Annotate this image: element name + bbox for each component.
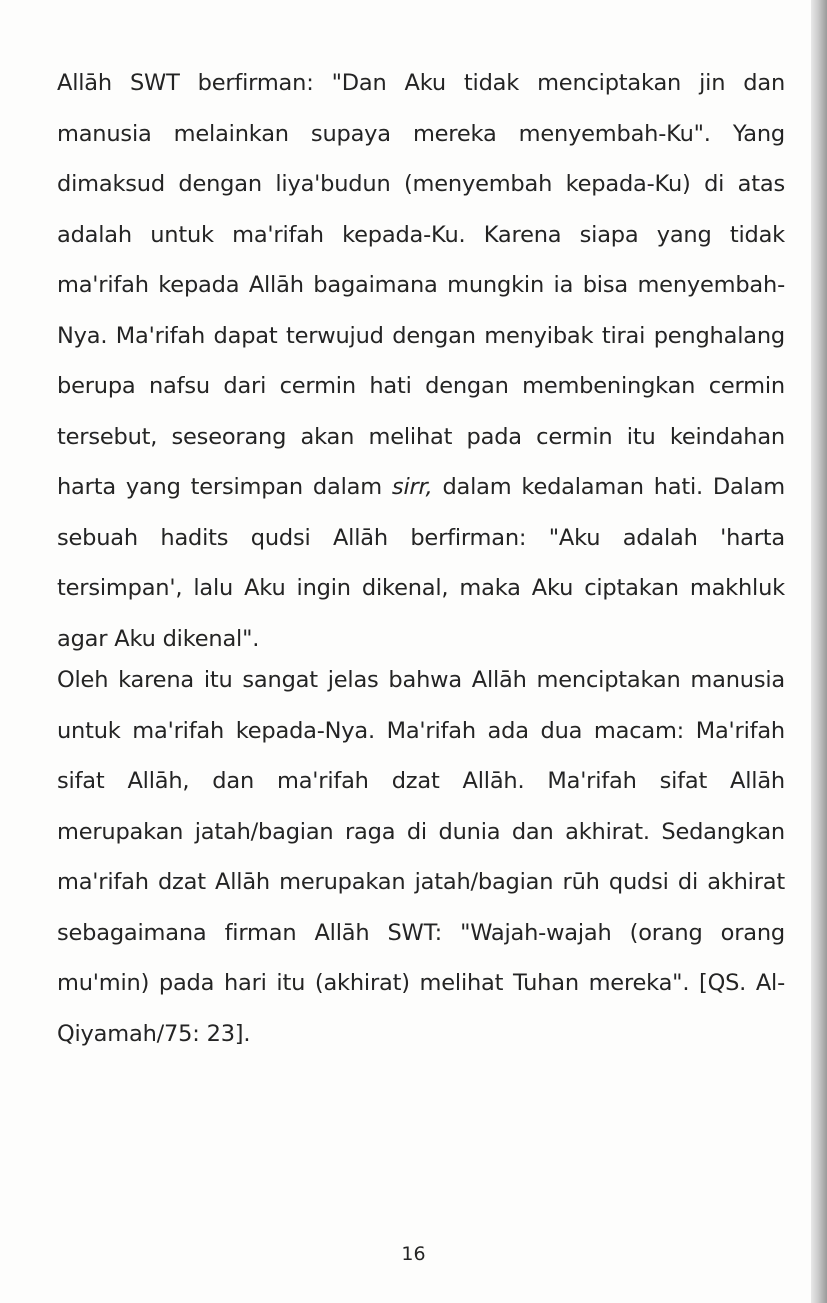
paragraph-2-text: Oleh karena itu sangat jelas bahwa Allāh menciptakan manusia untuk ma'rifah kepada-Nya. Ma'rifah ada dua macam: Ma'rifah sifat Allāh, dan ma'rifah dzat Allāh. Ma'rifah sifat Allāh merupakan jatah/bagian raga di dunia dan akhirat. Sedangkan ma'rifah dzat Allāh merupakan jatah/bagian rūh qudsi di akhirat sebagaimana firman Allāh SWT: "Wajah-wajah (orang orang mu'min) pada hari itu (akhirat) melihat Tuhan mereka". [QS. Al-Qiyamah/75: 23]. — [57, 667, 785, 1047]
paragraph-1 — [57, 58, 785, 664]
italic-term-sirr: sirr, — [391, 474, 433, 500]
paragraph-2 — [57, 655, 785, 1059]
paragraph-1-part-a: Allāh SWT berfirman: "Dan Aku tidak menciptakan jin dan manusia melainkan supaya mereka menyembah-Ku". Yang dimaksud dengan liya'budun (menyembah kepada-Ku) di atas adalah untuk ma'rifah kepada-Ku. Karena siapa yang tidak ma'rifah kepada Allāh bagaimana mungkin ia bisa menyembah-Nya. Ma'rifah dapat terwujud dengan menyibak tirai penghalang berupa nafsu dari cermin hati dengan membeningkan cermin tersebut, seseorang akan melihat pada cermin itu keindahan harta yang tersimpan dalam — [57, 70, 785, 500]
page-binding-edge — [811, 0, 827, 1303]
paragraph-1-part-b: dalam kedalaman hati. Dalam sebuah hadits qudsi Allāh berfirman: "Aku adalah 'harta tersimpan', lalu Aku ingin dikenal, maka Aku ciptakan makhluk agar Aku dikenal". — [57, 474, 785, 652]
page-number: 16 — [401, 1243, 426, 1265]
